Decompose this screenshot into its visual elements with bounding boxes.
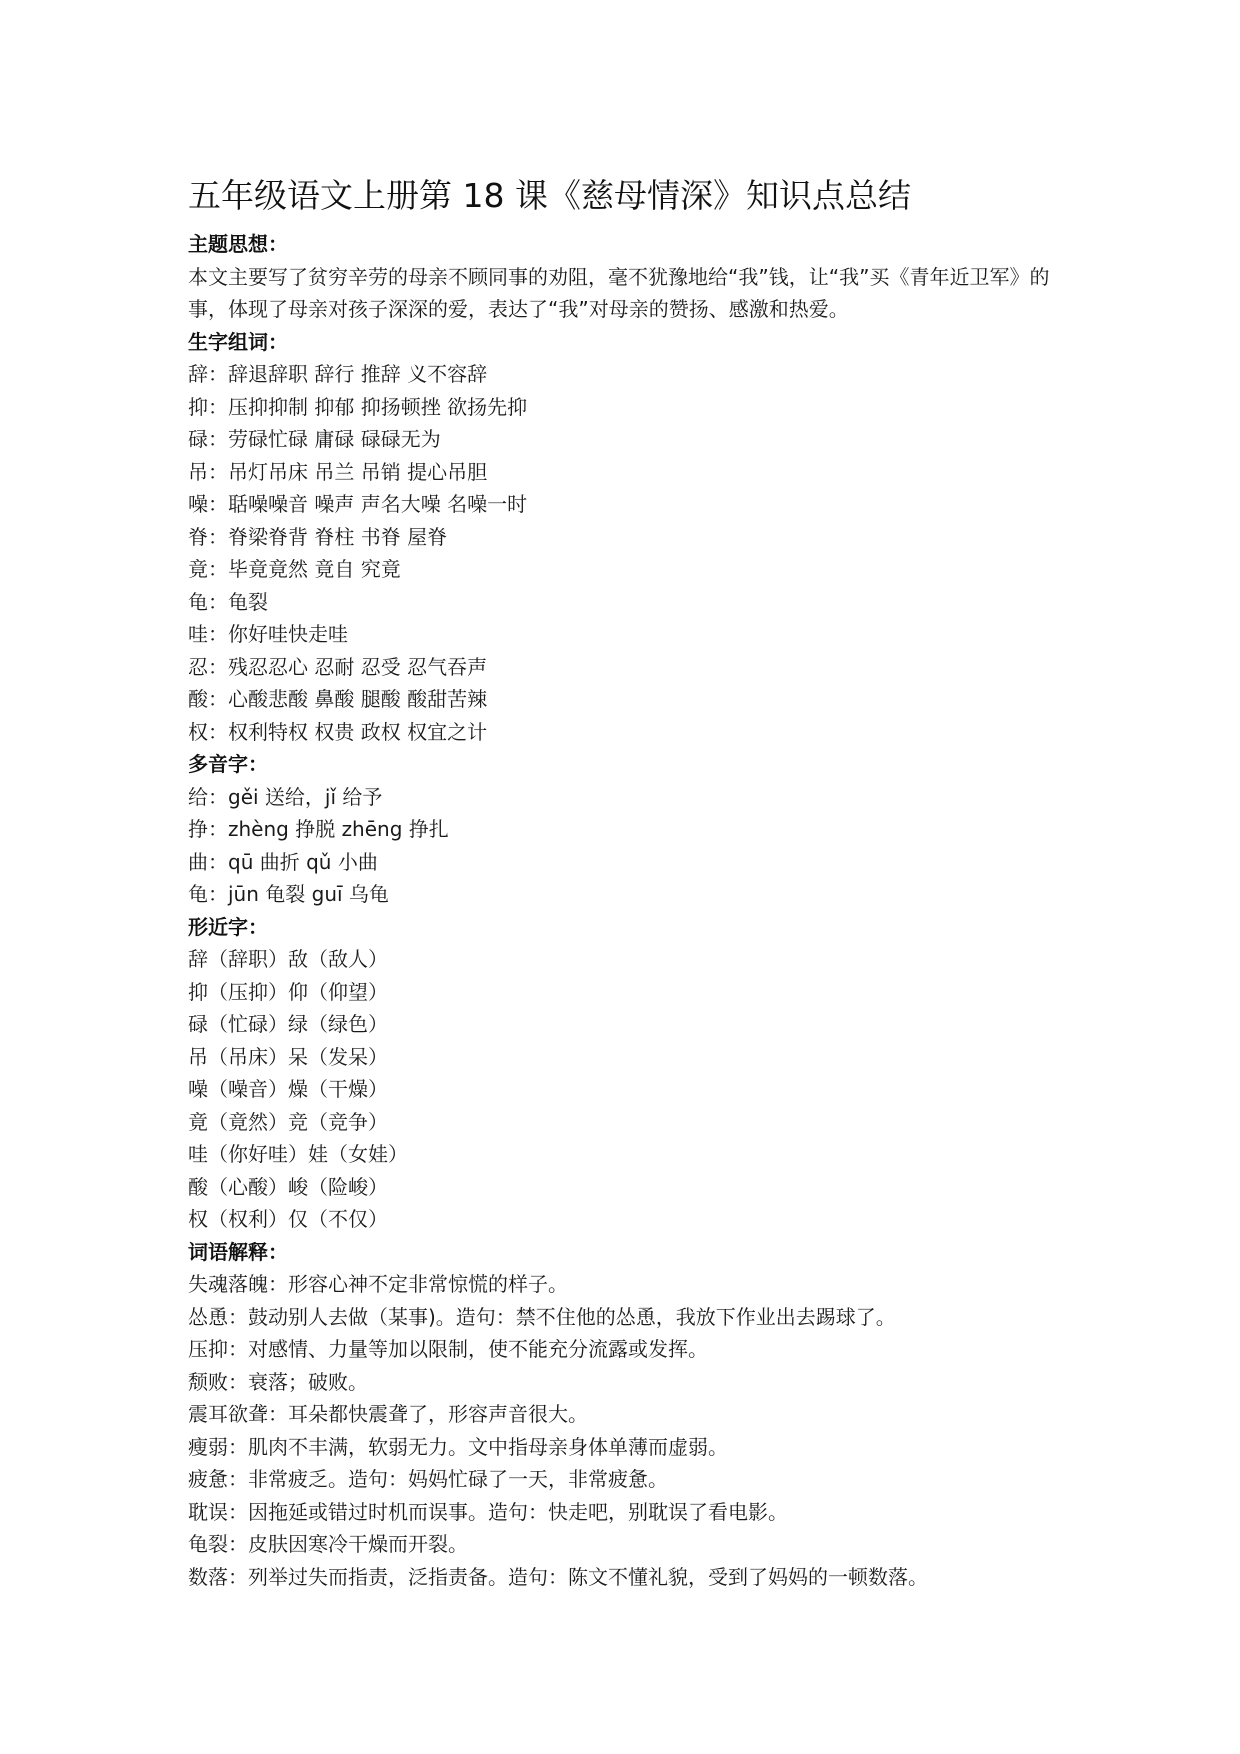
definition-item: 失魂落魄：形容心神不定非常惊慌的样子。 bbox=[188, 1272, 568, 1296]
similar-char-item: 吊（吊床）呆（发呆） bbox=[188, 1044, 388, 1069]
similar-char-item: 酸（心酸）峻（险峻） bbox=[188, 1174, 388, 1199]
word-group-item: 竟：毕竟竟然 竟自 究竟 bbox=[188, 557, 401, 581]
section-heading-word-groups: 生字组词： bbox=[188, 329, 288, 354]
polyphones-list bbox=[188, 781, 1088, 911]
definition-item: 震耳欲聋：耳朵都快震聋了，形容声音很大。 bbox=[188, 1402, 588, 1426]
definition-item: 数落：列举过失而指责，泛指责备。造句：陈文不懂礼貌，受到了妈妈的一顿数落。 bbox=[188, 1564, 928, 1589]
section-heading-similar-chars: 形近字： bbox=[188, 914, 268, 939]
definitions-list bbox=[188, 1268, 1088, 1593]
section-heading-polyphones: 多音字： bbox=[188, 752, 268, 776]
word-group-item: 龟：龟裂 bbox=[188, 589, 268, 614]
polyphone-item: 曲：qū 曲折 qǔ 小曲 bbox=[188, 849, 378, 874]
definition-item: 耽误：因拖延或错过时机而误事。造句：快走吧，别耽误了看电影。 bbox=[188, 1499, 788, 1524]
similar-chars-list bbox=[188, 943, 1088, 1236]
word-group-item: 酸：心酸悲酸 鼻酸 腿酸 酸甜苦辣 bbox=[188, 687, 488, 711]
polyphone-item: 给：gěi 送给，jǐ 给予 bbox=[188, 784, 383, 809]
definition-item: 瘦弱：肌肉不丰满，软弱无力。文中指母亲身体单薄而虚弱。 bbox=[188, 1434, 728, 1459]
definition-item: 颓败：衰落；破败。 bbox=[188, 1369, 368, 1394]
word-group-item: 吊：吊灯吊床 吊兰 吊销 提心吊胆 bbox=[188, 459, 488, 484]
word-group-item: 哇：你好哇快走哇 bbox=[188, 622, 348, 646]
definition-item: 龟裂：皮肤因寒冷干燥而开裂。 bbox=[188, 1532, 468, 1556]
similar-char-item: 碌（忙碌）绿（绿色） bbox=[188, 1012, 388, 1036]
similar-char-item: 辞（辞职）敌（敌人） bbox=[188, 947, 388, 971]
definition-item: 压抑：对感情、力量等加以限制，使不能充分流露或发挥。 bbox=[188, 1337, 708, 1361]
document-title: 五年级语文上册第 18 课《慈母情深》知识点总结 bbox=[188, 176, 911, 215]
polyphone-item: 龟：jūn 龟裂 guī 乌龟 bbox=[188, 882, 389, 906]
word-group-item: 权：权利特权 权贵 政权 权宜之计 bbox=[188, 719, 488, 744]
similar-char-item: 抑（压抑）仰（仰望） bbox=[188, 979, 388, 1004]
similar-char-item: 权（权利）仅（不仅） bbox=[188, 1207, 388, 1231]
polyphone-item: 挣：zhèng 挣脱 zhēng 挣扎 bbox=[188, 817, 449, 841]
similar-char-item: 竟（竟然）竞（竞争） bbox=[188, 1109, 388, 1134]
definition-item: 疲惫：非常疲乏。造句：妈妈忙碌了一天，非常疲惫。 bbox=[188, 1467, 668, 1491]
section-heading-definitions: 词语解释： bbox=[188, 1239, 288, 1264]
word-group-item: 碌：劳碌忙碌 庸碌 碌碌无为 bbox=[188, 427, 441, 451]
similar-char-item: 噪（噪音）燥（干燥） bbox=[188, 1077, 388, 1101]
word-group-item: 忍：残忍忍心 忍耐 忍受 忍气吞声 bbox=[188, 654, 488, 679]
section-heading-theme: 主题思想： bbox=[188, 232, 288, 256]
theme-paragraph: 本文主要写了贫穷辛劳的母亲不顾同事的劝阻，毫不犹豫地给“我”钱，让“我”买《青年近卫军》的事，体现了母亲对孩子深深的爱，表达了“我”对母亲的赞扬、感激和热爱。 bbox=[188, 264, 1050, 321]
word-group-item: 噪：聒噪噪音 噪声 声名大噪 名噪一时 bbox=[188, 492, 528, 516]
word-group-item: 脊：脊梁脊背 脊柱 书脊 屋脊 bbox=[188, 524, 448, 549]
word-group-item: 抑：压抑抑制 抑郁 抑扬顿挫 欲扬先抑 bbox=[188, 394, 528, 419]
similar-char-item: 哇（你好哇）娃（女娃） bbox=[188, 1142, 408, 1166]
word-group-item: 辞：辞退辞职 辞行 推辞 义不容辞 bbox=[188, 362, 488, 386]
word-groups-list bbox=[188, 358, 1088, 748]
definition-item: 怂恿：鼓动别人去做（某事)。造句：禁不住他的怂恿，我放下作业出去踢球了。 bbox=[188, 1304, 896, 1329]
document-body bbox=[188, 228, 1088, 1593]
